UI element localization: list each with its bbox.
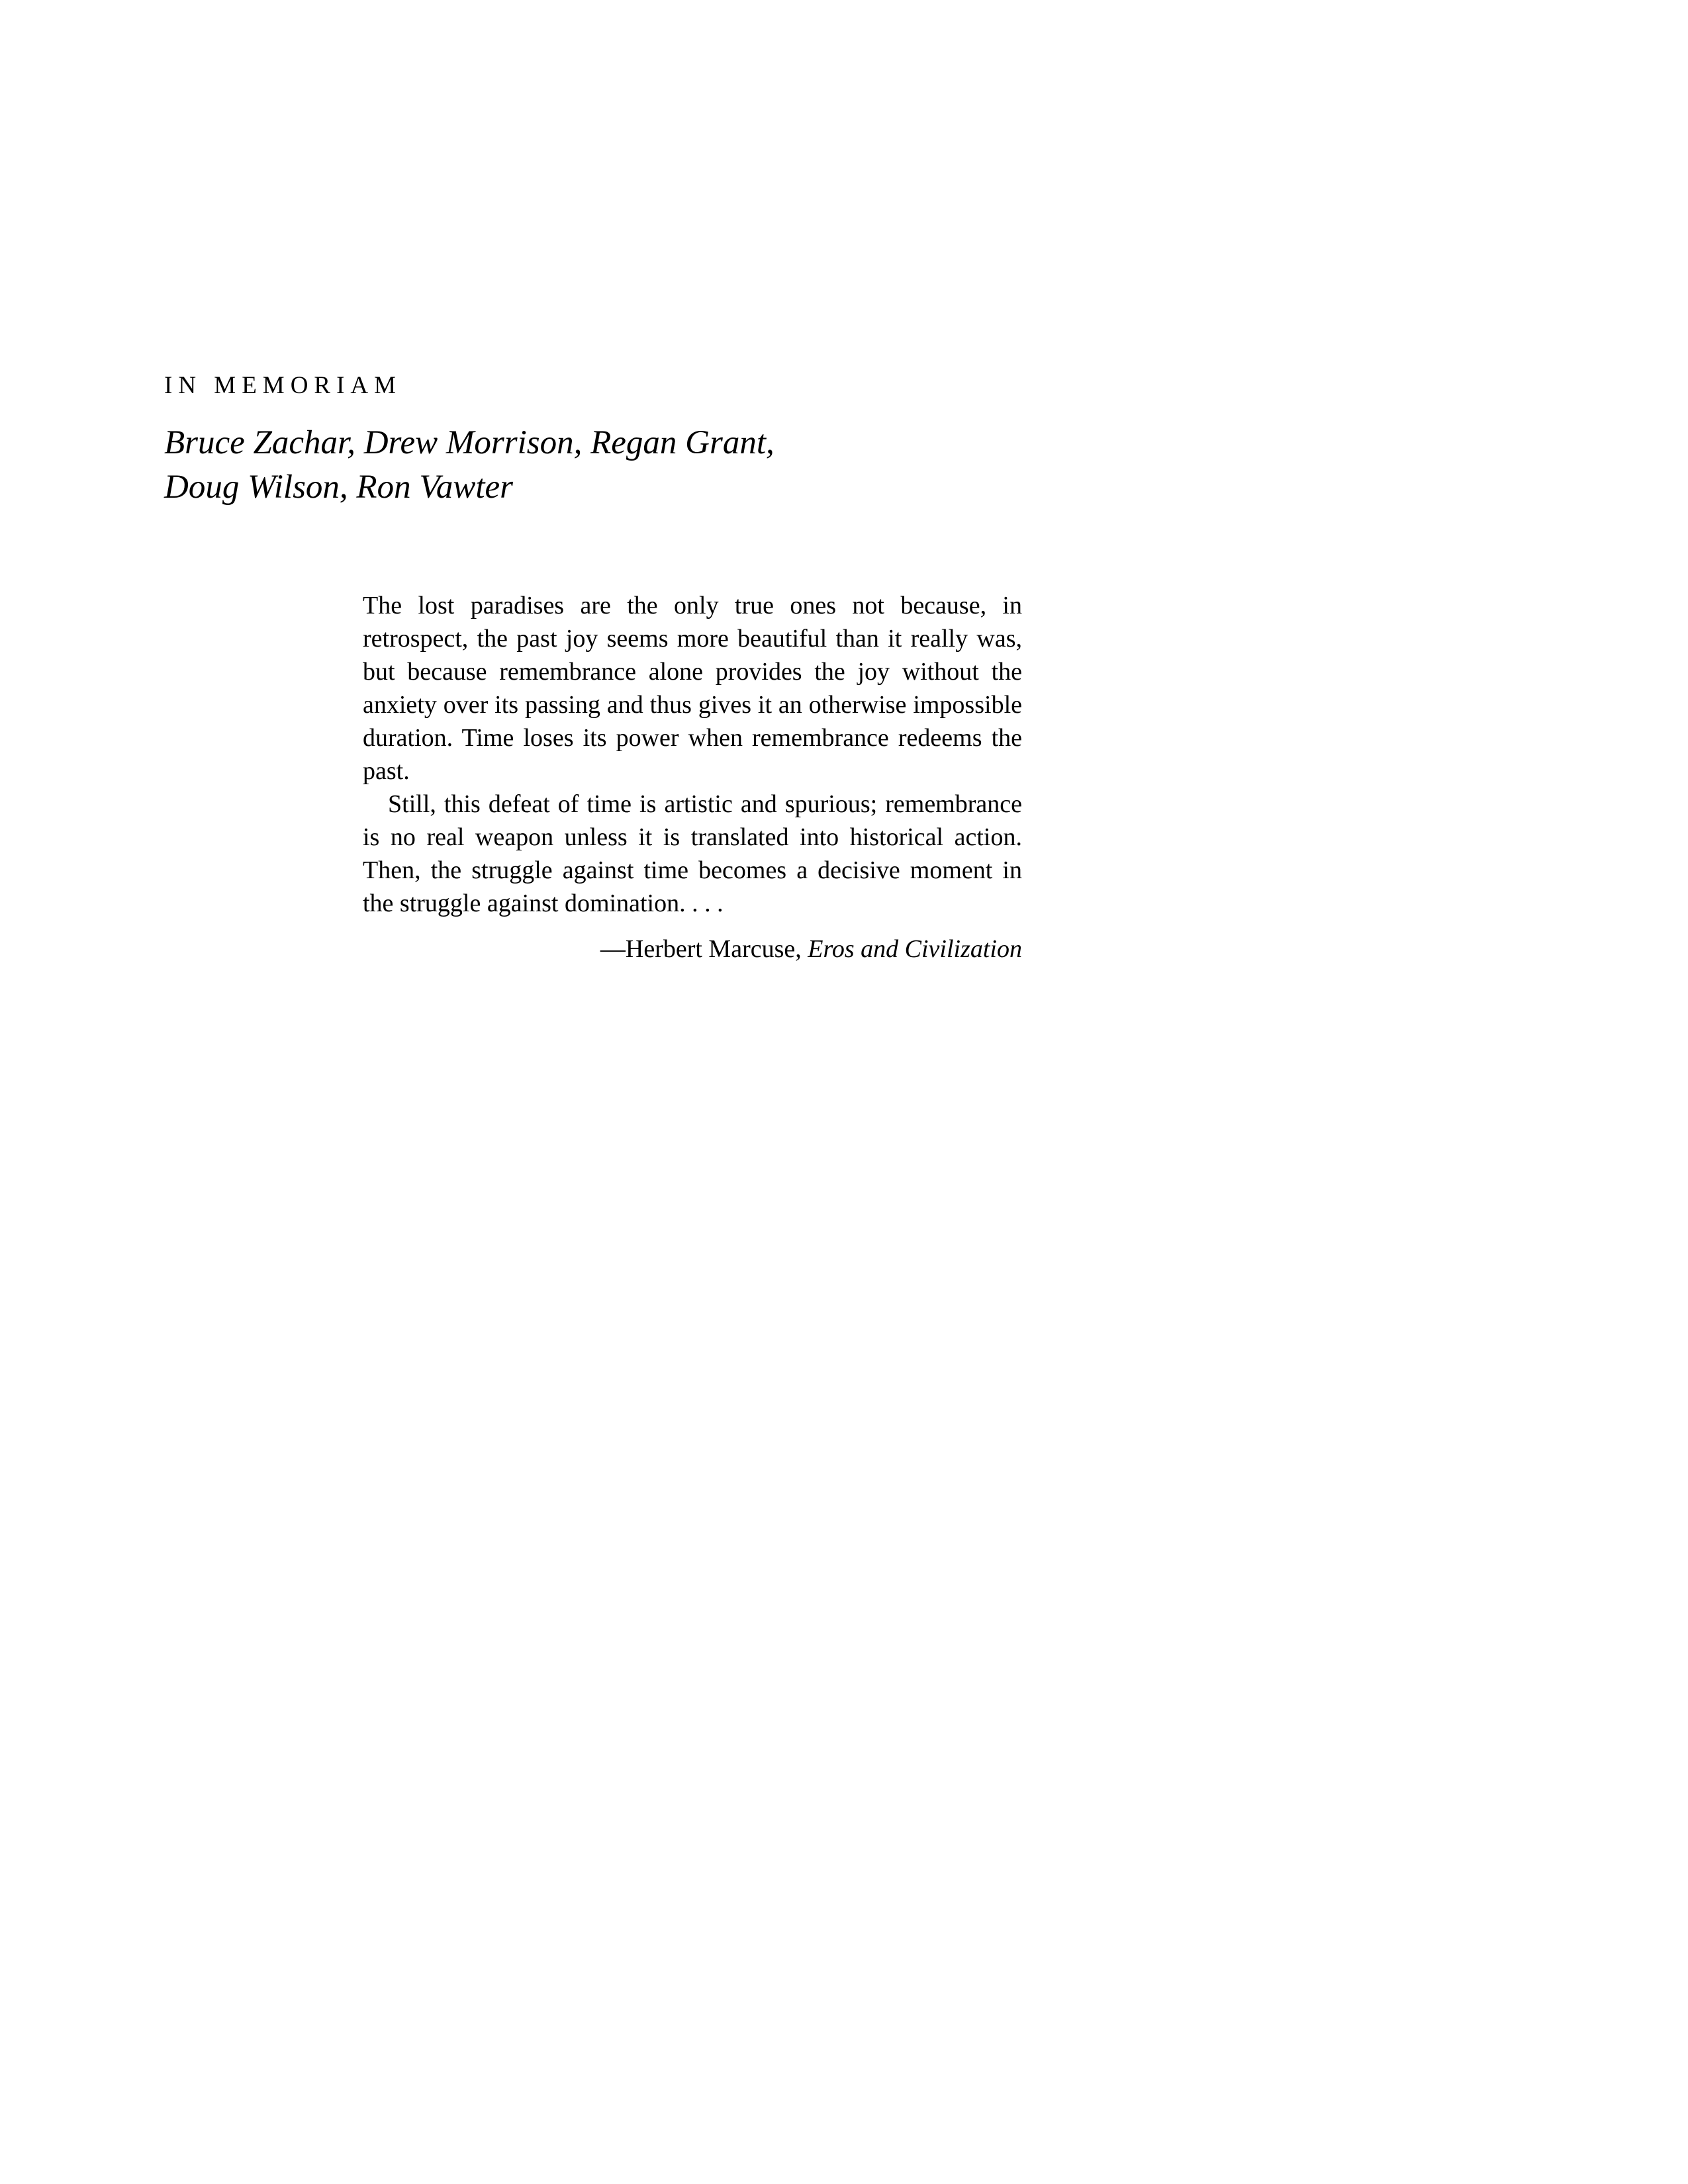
dedication-names-line: Doug Wilson, Ron Vawter [164, 469, 514, 506]
dedication-names-line: Bruce Zachar, Drew Morrison, Regan Grant, [164, 424, 774, 461]
epigraph-paragraph: The lost paradises are the only true ones not because, in retrospect, the past joy seems more beautiful than it really was, but because remembrance alone provides the joy without the anxiety over its passing and thus gives it an otherwise impossible duration. Time loses its power when remembrance redeems the past. [363, 592, 1022, 785]
epigraph-attribution [363, 933, 1022, 966]
attribution-work-title: Eros and Civilization [808, 935, 1022, 963]
epigraph-paragraph: Still, this defeat of time is artistic and spurious; remembrance is no real weapon unless it is translated into historical action. Then, the struggle against time becomes a decisive moment in the struggle against domination. . . . [363, 790, 1022, 917]
dedication-names [164, 421, 774, 510]
attribution-author: —Herbert Marcuse, [600, 935, 808, 963]
dedication-heading: IN MEMORIAM [164, 372, 402, 399]
epigraph [363, 589, 1022, 966]
